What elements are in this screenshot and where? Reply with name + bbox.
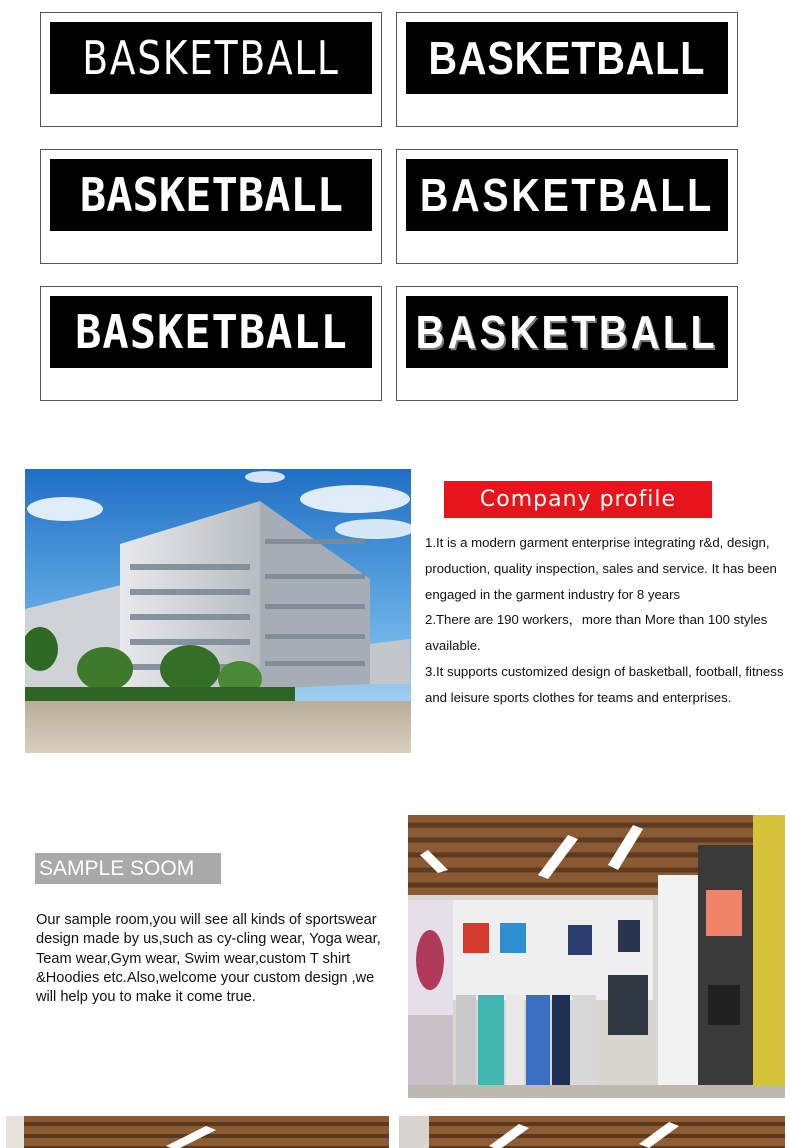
font-sample-1 [40,12,382,127]
font-sample-6 [396,286,738,401]
company-profile-text [425,530,787,711]
font-sample-bar [50,296,372,368]
font-sample-text: BASKETBALL [79,168,343,222]
font-sample-bar [406,22,728,94]
font-sample-3 [40,149,382,264]
sample-room-photo [408,815,785,1098]
bottom-photo-right [399,1116,785,1148]
font-sample-bar [406,296,728,368]
showroom-illustration [408,815,785,1098]
factory-building-photo [25,469,411,753]
font-sample-text: BASKETBALL [415,306,719,358]
font-sample-text: BASKETBALL [74,305,348,359]
company-profile-title: Company profile [444,481,712,518]
profile-point-2: 2.There are 190 workers，more than More than 100 styles available. [425,612,768,654]
font-sample-5 [40,286,382,401]
font-sample-2 [396,12,738,127]
font-sample-bar [50,159,372,231]
factory-building-illustration [25,469,411,753]
font-sample-bar [406,159,728,231]
bottom-photo-left [6,1116,389,1148]
sample-room-description: Our sample room,you will see all kinds of sportswear design made by us,such as cy-cling wear, Yoga wear, Team wear,Gym wear, Swim wear,custom T shirt &Hoodies etc.Also,welcome your custom design ,we will help you to make it come true. [36,912,381,1006]
bottom-right-illustration [399,1116,785,1148]
sample-room-title: SAMPLE SOOM [35,853,221,884]
font-sample-text: BASKETBALL [82,31,340,85]
font-sample-4 [396,149,738,264]
profile-point-3: 3.It supports customized design of basketball, football, fitness and leisure sports clothes for teams and enterprises. [425,663,784,705]
font-sample-text: BASKETBALL [428,32,706,84]
font-sample-bar [50,22,372,94]
font-sample-text: BASKETBALL [420,169,714,221]
bottom-left-illustration [6,1116,389,1148]
profile-point-1: 1.It is a modern garment enterprise integrating r&d, design, production, quality inspection, sales and service. It has been engaged in the garment industry for 8 years [425,535,777,602]
